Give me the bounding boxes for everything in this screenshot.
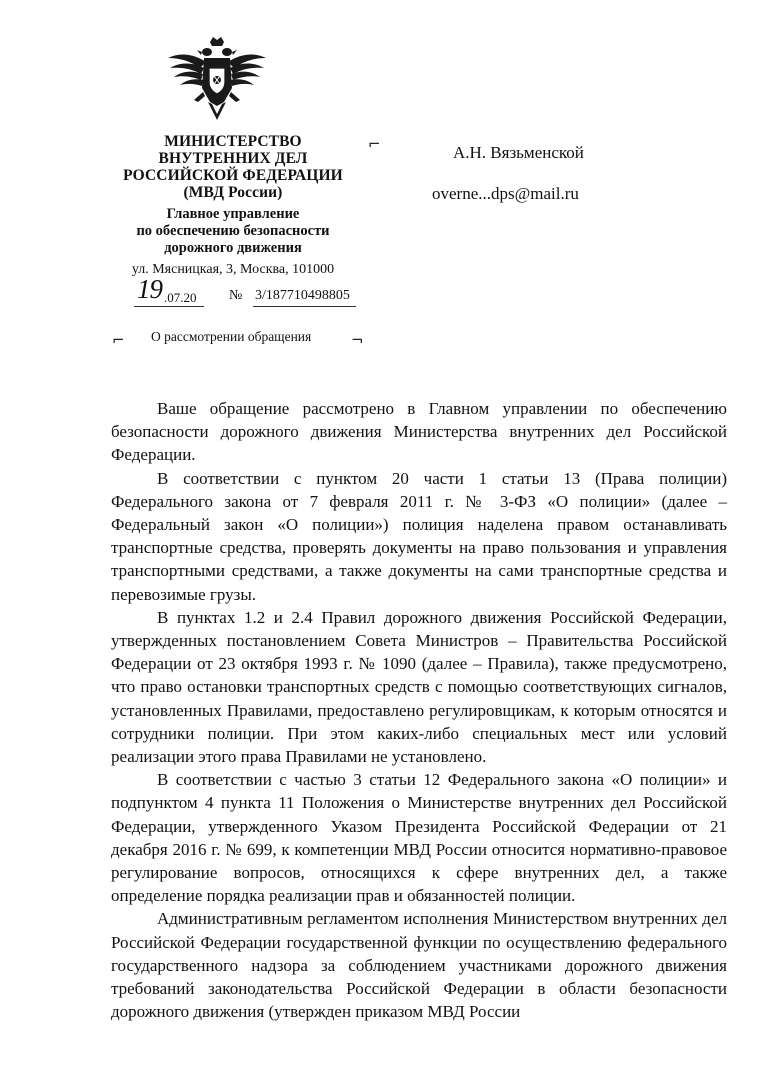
recipient-corner-mark: ⌐ <box>368 135 381 153</box>
recipient-name: А.Н. Вязьменской <box>453 143 584 162</box>
registration-number-label: № <box>229 288 243 303</box>
subject-corner-mark-right: ¬ <box>351 331 364 349</box>
body-paragraph: Ваше обращение рассмотрено в Главном управлении по обеспечению безопасности дорожного движения Министерства внутренних дел Российской Федерации. <box>111 399 727 465</box>
sender-block <box>104 133 362 278</box>
ministry-line: ВНУТРЕННИХ ДЕЛ <box>158 150 308 167</box>
department-name <box>104 206 362 257</box>
date-underline <box>134 306 204 307</box>
department-line: дорожного движения <box>164 240 302 256</box>
subject-corner-mark-left: ⌐ <box>112 331 125 349</box>
body-paragraph: Административным регламентом исполнения Министерством внутренних дел Российской Федерации государственной функции по осуществлению федерального государственного надзора за соблюдением участниками дорожного движения требований законодательства Российской Федерации в области безопасности дорожного движения (утвержден приказом МВД России <box>111 909 727 1022</box>
sender-address: ул. Мясницкая, 3, Москва, 101000 <box>131 262 335 277</box>
ministry-line: РОССИЙСКОЙ ФЕДЕРАЦИИ <box>123 167 343 184</box>
recipient-email: overne...dps@mail.ru <box>432 184 579 203</box>
department-line: Главное управление <box>166 206 300 222</box>
letter-body <box>111 397 727 1023</box>
registration-number: 3/187710498805 <box>255 288 350 303</box>
letter-subject: О рассмотрении обращения <box>151 329 312 344</box>
body-paragraph: В пунктах 1.2 и 2.4 Правил дорожного движения Российской Федерации, утвержденных постановлением Совета Министров – Правительства Российской Федерации от 23 октября 1993 г. № 1090 (далее – Правила), также предусмотрено, что право остановки транспортных средств с помощью соответствующих сигналов, установленных Правилами, предоставлено регулировщикам, к которым относятся и сотрудники полиции. При этом каких-либо специальных мест или условий реализации этого права Правилами не установлено. <box>111 607 727 767</box>
registration-date-handwritten: 19 <box>137 274 162 304</box>
department-line: по обеспечению безопасности <box>136 223 330 239</box>
ministry-short-name: (МВД России) <box>183 184 283 201</box>
body-paragraph: В соответствии с пунктом 20 части 1 статьи 13 (Права полиции) Федерального закона от 7 февраля 2011 г. № 3-ФЗ «О полиции» (далее – Федеральный закон «О полиции») полиция наделена правом останавливать транспортные средства, проверять документы на право пользования и управления транспортными средствами, а также документы на сами транспортные средства и перевозимые грузы. <box>111 468 727 604</box>
mvd-eagle-emblem-icon <box>166 36 268 122</box>
ministry-name <box>104 133 362 201</box>
number-underline <box>253 306 356 307</box>
registration-date: .07.20 <box>164 290 197 305</box>
ministry-line: МИНИСТЕРСТВО <box>164 133 302 150</box>
body-paragraph: В соответствии с частью 3 статьи 12 Федерального закона «О полиции» и подпунктом 4 пункта 11 Положения о Министерстве внутренних дел Российской Федерации, утвержденного Указом Президента Российской Федерации от 21 декабря 2016 г. № 699, к компетенции МВД России относится нормативно-правовое регулирование вопросов, относящихся к сфере внутренних дел, а также определение порядка реализации прав и обязанностей полиции. <box>111 770 727 906</box>
